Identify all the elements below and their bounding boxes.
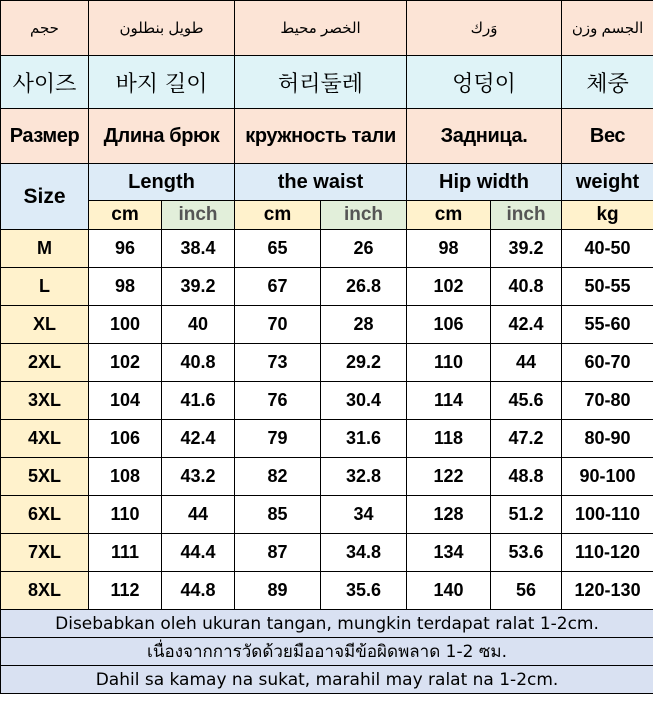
length-label-arabic: طويل بنطلون	[89, 1, 235, 56]
size-data-rows	[1, 230, 653, 610]
length-cm-cell: 98	[89, 268, 162, 306]
hip-cm-cell: 114	[407, 382, 491, 420]
length-cm-cell: 110	[89, 496, 162, 534]
size-cell: 2XL	[1, 344, 89, 382]
weight-kg-cell: 60-70	[562, 344, 653, 382]
unit-waist-inch: inch	[321, 201, 407, 230]
hip-cm-cell: 110	[407, 344, 491, 382]
waist-inch-cell: 28	[321, 306, 407, 344]
header-row-arabic	[1, 1, 653, 56]
size-cell: 6XL	[1, 496, 89, 534]
length-cm-cell: 112	[89, 572, 162, 610]
table-row	[1, 534, 653, 572]
weight-kg-cell: 90-100	[562, 458, 653, 496]
header-row-english	[1, 164, 653, 201]
hip-label-korean: 엉덩이	[407, 56, 562, 109]
note-thai: เนื่องจากการวัดด้วยมืออาจมีข้อผิดพลาด 1-2 ซม.	[1, 638, 653, 666]
waist-inch-cell: 34	[321, 496, 407, 534]
table-row	[1, 382, 653, 420]
table-row	[1, 230, 653, 268]
length-cm-cell: 100	[89, 306, 162, 344]
waist-inch-cell: 30.4	[321, 382, 407, 420]
table-row	[1, 306, 653, 344]
hip-cm-cell: 102	[407, 268, 491, 306]
waist-cm-cell: 87	[235, 534, 321, 572]
hip-inch-cell: 53.6	[491, 534, 562, 572]
length-inch-cell: 43.2	[162, 458, 235, 496]
unit-length-inch: inch	[162, 201, 235, 230]
length-cm-cell: 108	[89, 458, 162, 496]
length-cm-cell: 111	[89, 534, 162, 572]
waist-label-arabic: الخصر محيط	[235, 1, 407, 56]
size-label-arabic: حجم	[1, 1, 89, 56]
size-cell: XL	[1, 306, 89, 344]
hip-cm-cell: 134	[407, 534, 491, 572]
waist-cm-cell: 67	[235, 268, 321, 306]
note-filipino: Dahil sa kamay na sukat, marahil may ralat na 1-2cm.	[1, 666, 653, 694]
waist-label-korean: 허리둘레	[235, 56, 407, 109]
waist-cm-cell: 70	[235, 306, 321, 344]
weight-kg-cell: 40-50	[562, 230, 653, 268]
waist-label-russian: кружность тали	[235, 109, 407, 164]
size-cell: 5XL	[1, 458, 89, 496]
header-row-russian	[1, 109, 653, 164]
waist-cm-cell: 76	[235, 382, 321, 420]
size-cell: 8XL	[1, 572, 89, 610]
table-row	[1, 572, 653, 610]
waist-inch-cell: 26.8	[321, 268, 407, 306]
table-row	[1, 458, 653, 496]
hip-inch-cell: 51.2	[491, 496, 562, 534]
unit-waist-cm: cm	[235, 201, 321, 230]
length-inch-cell: 38.4	[162, 230, 235, 268]
hip-label-arabic: وَرك	[407, 1, 562, 56]
weight-kg-cell: 100-110	[562, 496, 653, 534]
weight-kg-cell: 110-120	[562, 534, 653, 572]
note-row	[1, 638, 653, 666]
length-cm-cell: 104	[89, 382, 162, 420]
weight-label-korean: 체중	[562, 56, 653, 109]
note-indonesian: Disebabkan oleh ukuran tangan, mungkin terdapat ralat 1-2cm.	[1, 610, 653, 638]
weight-label-russian: Вес	[562, 109, 653, 164]
hip-inch-cell: 47.2	[491, 420, 562, 458]
waist-inch-cell: 31.6	[321, 420, 407, 458]
length-label-korean: 바지 길이	[89, 56, 235, 109]
size-label-russian: Размер	[1, 109, 89, 164]
length-cm-cell: 106	[89, 420, 162, 458]
length-inch-cell: 41.6	[162, 382, 235, 420]
weight-kg-cell: 120-130	[562, 572, 653, 610]
weight-kg-cell: 55-60	[562, 306, 653, 344]
length-inch-cell: 44	[162, 496, 235, 534]
unit-hip-inch: inch	[491, 201, 562, 230]
size-cell: L	[1, 268, 89, 306]
waist-cm-cell: 65	[235, 230, 321, 268]
note-row	[1, 666, 653, 694]
table-row	[1, 496, 653, 534]
hip-cm-cell: 140	[407, 572, 491, 610]
size-column-header: Size	[1, 164, 89, 230]
waist-cm-cell: 73	[235, 344, 321, 382]
hip-inch-cell: 56	[491, 572, 562, 610]
waist-cm-cell: 79	[235, 420, 321, 458]
waist-cm-cell: 89	[235, 572, 321, 610]
table-row	[1, 268, 653, 306]
table-row	[1, 420, 653, 458]
weight-kg-cell: 80-90	[562, 420, 653, 458]
header-row-korean	[1, 56, 653, 109]
size-cell: 4XL	[1, 420, 89, 458]
note-row	[1, 610, 653, 638]
waist-column-header: the waist	[235, 164, 407, 201]
hip-column-header: Hip width	[407, 164, 562, 201]
length-label-russian: Длина брюк	[89, 109, 235, 164]
waist-cm-cell: 85	[235, 496, 321, 534]
unit-weight-kg: kg	[562, 201, 653, 230]
size-cell: M	[1, 230, 89, 268]
size-cell: 7XL	[1, 534, 89, 572]
size-label-korean: 사이즈	[1, 56, 89, 109]
length-inch-cell: 44.8	[162, 572, 235, 610]
length-column-header: Length	[89, 164, 235, 201]
length-inch-cell: 40.8	[162, 344, 235, 382]
waist-inch-cell: 34.8	[321, 534, 407, 572]
length-cm-cell: 96	[89, 230, 162, 268]
waist-inch-cell: 32.8	[321, 458, 407, 496]
hip-cm-cell: 128	[407, 496, 491, 534]
hip-cm-cell: 122	[407, 458, 491, 496]
hip-inch-cell: 45.6	[491, 382, 562, 420]
waist-inch-cell: 35.6	[321, 572, 407, 610]
length-inch-cell: 44.4	[162, 534, 235, 572]
length-cm-cell: 102	[89, 344, 162, 382]
hip-inch-cell: 42.4	[491, 306, 562, 344]
waist-inch-cell: 29.2	[321, 344, 407, 382]
weight-column-header: weight	[562, 164, 653, 201]
table-row	[1, 344, 653, 382]
weight-kg-cell: 70-80	[562, 382, 653, 420]
hip-cm-cell: 98	[407, 230, 491, 268]
length-inch-cell: 42.4	[162, 420, 235, 458]
hip-inch-cell: 44	[491, 344, 562, 382]
length-inch-cell: 40	[162, 306, 235, 344]
hip-cm-cell: 118	[407, 420, 491, 458]
size-cell: 3XL	[1, 382, 89, 420]
hip-inch-cell: 39.2	[491, 230, 562, 268]
unit-hip-cm: cm	[407, 201, 491, 230]
hip-cm-cell: 106	[407, 306, 491, 344]
hip-inch-cell: 48.8	[491, 458, 562, 496]
waist-inch-cell: 26	[321, 230, 407, 268]
weight-kg-cell: 50-55	[562, 268, 653, 306]
unit-row	[1, 201, 653, 230]
waist-cm-cell: 82	[235, 458, 321, 496]
hip-inch-cell: 40.8	[491, 268, 562, 306]
unit-length-cm: cm	[89, 201, 162, 230]
hip-label-russian: Задница.	[407, 109, 562, 164]
weight-label-arabic: الجسم وزن	[562, 1, 653, 56]
length-inch-cell: 39.2	[162, 268, 235, 306]
